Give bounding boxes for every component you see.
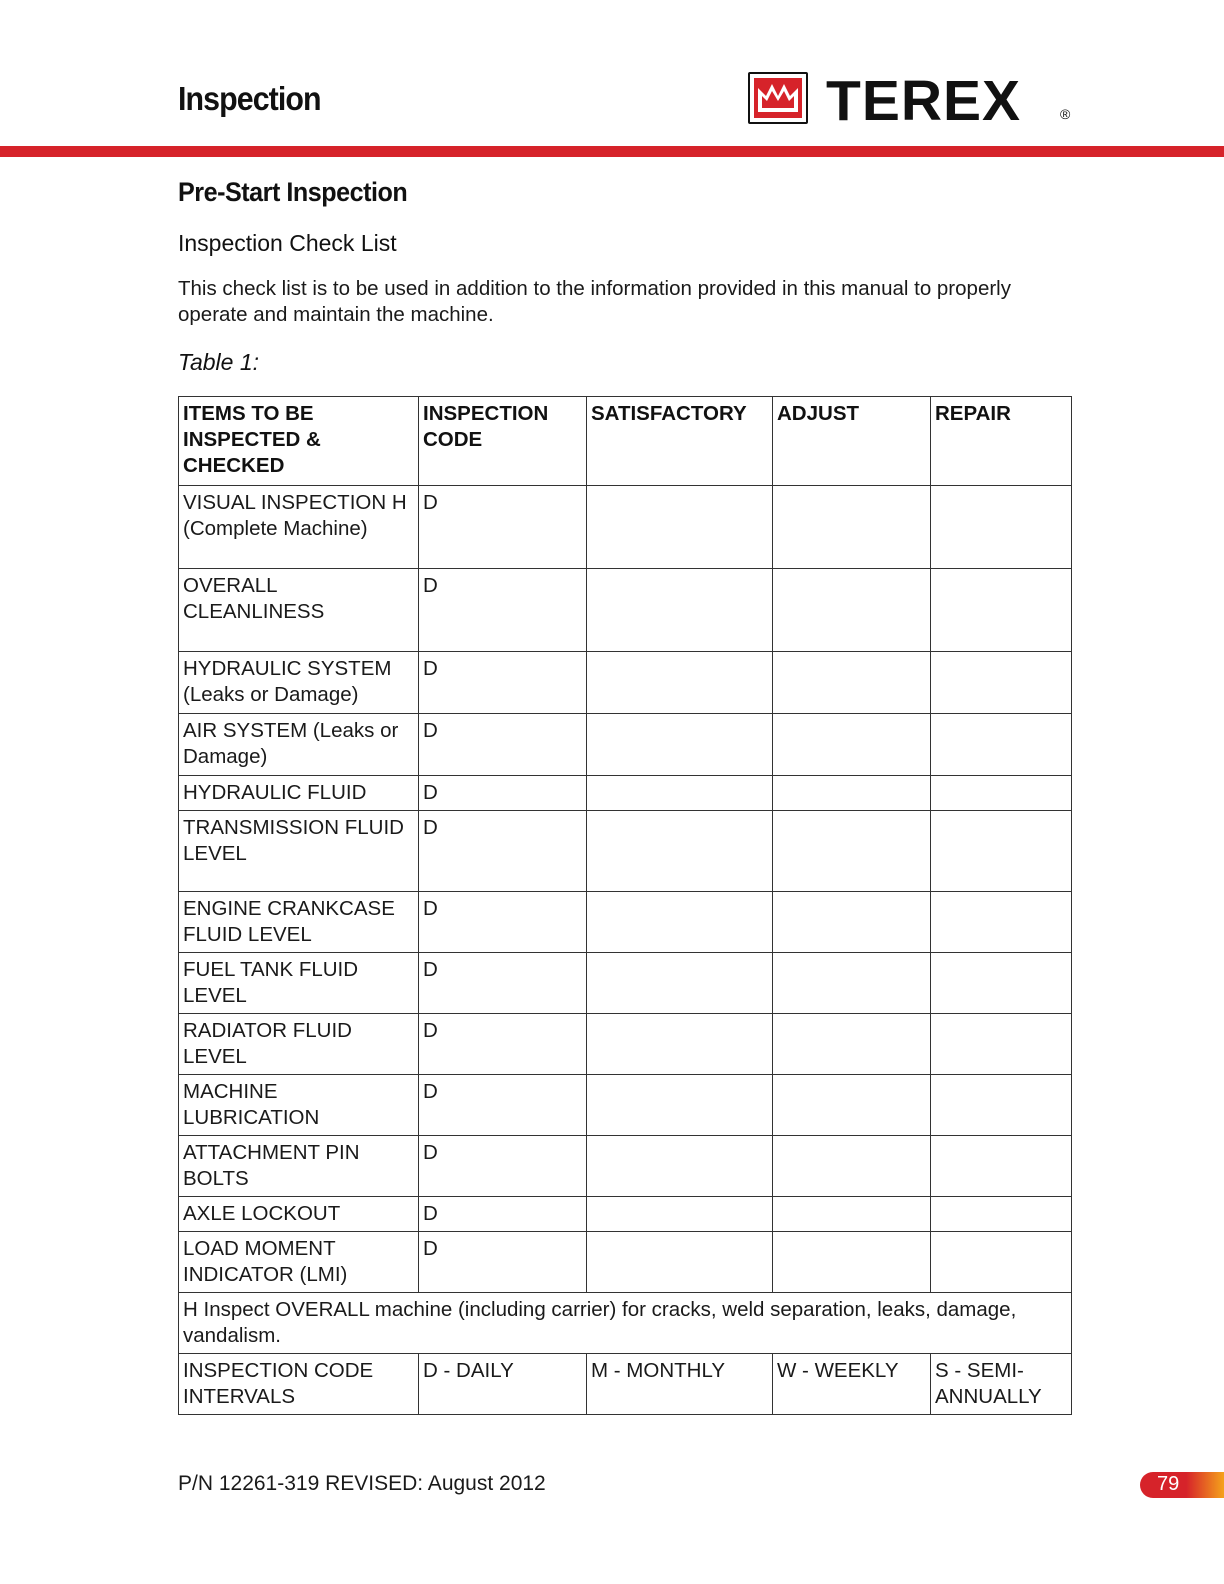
table-row bbox=[179, 892, 1072, 953]
satisfactory-cell[interactable] bbox=[587, 953, 773, 1014]
item-cell: ENGINE CRANKCASE FLUID LEVEL bbox=[179, 892, 419, 953]
table-note-row bbox=[179, 1293, 1072, 1354]
code-cell: D bbox=[419, 1075, 587, 1136]
item-cell: OVERALL CLEANLINESS bbox=[179, 569, 419, 652]
table-row bbox=[179, 486, 1072, 569]
adjust-cell[interactable] bbox=[773, 1075, 931, 1136]
code-cell: D bbox=[419, 892, 587, 953]
repair-cell[interactable] bbox=[931, 1232, 1072, 1293]
code-cell: D bbox=[419, 953, 587, 1014]
satisfactory-cell[interactable] bbox=[587, 486, 773, 569]
item-cell: LOAD MOMENT INDICATOR (LMI) bbox=[179, 1232, 419, 1293]
code-cell: D bbox=[419, 811, 587, 892]
interval-daily: D - DAILY bbox=[419, 1354, 587, 1415]
header-adjust: ADJUST bbox=[773, 397, 931, 486]
satisfactory-cell[interactable] bbox=[587, 1232, 773, 1293]
item-cell: AXLE LOCKOUT bbox=[179, 1197, 419, 1232]
item-cell: VISUAL INSPECTION H (Complete Machine) bbox=[179, 486, 419, 569]
satisfactory-cell[interactable] bbox=[587, 1075, 773, 1136]
item-cell: FUEL TANK FLUID LEVEL bbox=[179, 953, 419, 1014]
page-number-badge bbox=[1140, 1472, 1224, 1498]
table-row bbox=[179, 714, 1072, 776]
table-row bbox=[179, 1075, 1072, 1136]
satisfactory-cell[interactable] bbox=[587, 892, 773, 953]
logo-wordmark: TEREX bbox=[826, 69, 1022, 133]
repair-cell[interactable] bbox=[931, 1197, 1072, 1232]
header-repair: REPAIR bbox=[931, 397, 1072, 486]
item-cell: RADIATOR FLUID LEVEL bbox=[179, 1014, 419, 1075]
item-cell: HYDRAULIC FLUID bbox=[179, 776, 419, 811]
repair-cell[interactable] bbox=[931, 953, 1072, 1014]
intervals-row bbox=[179, 1354, 1072, 1415]
adjust-cell[interactable] bbox=[773, 892, 931, 953]
satisfactory-cell[interactable] bbox=[587, 1014, 773, 1075]
table-row bbox=[179, 652, 1072, 714]
satisfactory-cell[interactable] bbox=[587, 714, 773, 776]
adjust-cell[interactable] bbox=[773, 953, 931, 1014]
table-row bbox=[179, 811, 1072, 892]
terex-logo bbox=[748, 69, 1078, 133]
adjust-cell[interactable] bbox=[773, 714, 931, 776]
satisfactory-cell[interactable] bbox=[587, 776, 773, 811]
subsection-title: Inspection Check List bbox=[178, 230, 397, 256]
repair-cell[interactable] bbox=[931, 1075, 1072, 1136]
code-cell: D bbox=[419, 776, 587, 811]
item-cell: ATTACHMENT PIN BOLTS bbox=[179, 1136, 419, 1197]
interval-semi-annually: S - SEMI-ANNUALLY bbox=[931, 1354, 1072, 1415]
table-row bbox=[179, 1014, 1072, 1075]
header-divider bbox=[0, 146, 1224, 157]
adjust-cell[interactable] bbox=[773, 1136, 931, 1197]
satisfactory-cell[interactable] bbox=[587, 811, 773, 892]
repair-cell[interactable] bbox=[931, 569, 1072, 652]
code-cell: D bbox=[419, 569, 587, 652]
repair-cell[interactable] bbox=[931, 1136, 1072, 1197]
adjust-cell[interactable] bbox=[773, 811, 931, 892]
adjust-cell[interactable] bbox=[773, 1232, 931, 1293]
adjust-cell[interactable] bbox=[773, 776, 931, 811]
intervals-label: INSPECTION CODE INTERVALS bbox=[179, 1354, 419, 1415]
adjust-cell[interactable] bbox=[773, 486, 931, 569]
page-number: 79 bbox=[1157, 1473, 1180, 1495]
table-row bbox=[179, 953, 1072, 1014]
satisfactory-cell[interactable] bbox=[587, 1197, 773, 1232]
adjust-cell[interactable] bbox=[773, 569, 931, 652]
code-cell: D bbox=[419, 1136, 587, 1197]
header-inspection-code: INSPECTION CODE bbox=[419, 397, 587, 486]
crown-logo-icon bbox=[748, 72, 808, 124]
satisfactory-cell[interactable] bbox=[587, 652, 773, 714]
repair-cell[interactable] bbox=[931, 714, 1072, 776]
repair-cell[interactable] bbox=[931, 776, 1072, 811]
code-cell: D bbox=[419, 486, 587, 569]
item-cell: HYDRAULIC SYSTEM (Leaks or Damage) bbox=[179, 652, 419, 714]
repair-cell[interactable] bbox=[931, 811, 1072, 892]
section-title: Pre-Start Inspection bbox=[178, 177, 408, 207]
table-row bbox=[179, 1232, 1072, 1293]
code-cell: D bbox=[419, 1232, 587, 1293]
code-cell: D bbox=[419, 1197, 587, 1232]
interval-weekly: W - WEEKLY bbox=[773, 1354, 931, 1415]
table-note: H Inspect OVERALL machine (including carrier) for cracks, weld separation, leaks, damage, vandalism. bbox=[179, 1293, 1072, 1354]
table-row bbox=[179, 1136, 1072, 1197]
interval-monthly: M - MONTHLY bbox=[587, 1354, 773, 1415]
code-cell: D bbox=[419, 652, 587, 714]
repair-cell[interactable] bbox=[931, 486, 1072, 569]
registered-mark: ® bbox=[1060, 106, 1071, 122]
table-row bbox=[179, 569, 1072, 652]
header-items: ITEMS TO BE INSPECTED & CHECKED bbox=[179, 397, 419, 486]
satisfactory-cell[interactable] bbox=[587, 569, 773, 652]
intro-paragraph: This check list is to be used in addition to the information provided in this manual to properly operate and maintain the machine. bbox=[178, 277, 1011, 326]
satisfactory-cell[interactable] bbox=[587, 1136, 773, 1197]
adjust-cell[interactable] bbox=[773, 652, 931, 714]
inspection-checklist-table bbox=[178, 396, 1072, 1415]
table-header-row bbox=[179, 397, 1072, 486]
item-cell: MACHINE LUBRICATION bbox=[179, 1075, 419, 1136]
adjust-cell[interactable] bbox=[773, 1197, 931, 1232]
table-caption: Table 1: bbox=[178, 349, 259, 375]
code-cell: D bbox=[419, 714, 587, 776]
repair-cell[interactable] bbox=[931, 1014, 1072, 1075]
footer-part-number: P/N 12261-319 REVISED: August 2012 bbox=[178, 1472, 546, 1495]
adjust-cell[interactable] bbox=[773, 1014, 931, 1075]
code-cell: D bbox=[419, 1014, 587, 1075]
repair-cell[interactable] bbox=[931, 652, 1072, 714]
repair-cell[interactable] bbox=[931, 892, 1072, 953]
header-satisfactory: SATISFACTORY bbox=[587, 397, 773, 486]
table-row bbox=[179, 1197, 1072, 1232]
item-cell: AIR SYSTEM (Leaks or Damage) bbox=[179, 714, 419, 776]
page-header-title: Inspection bbox=[178, 80, 321, 117]
item-cell: TRANSMISSION FLUID LEVEL bbox=[179, 811, 419, 892]
table-row bbox=[179, 776, 1072, 811]
